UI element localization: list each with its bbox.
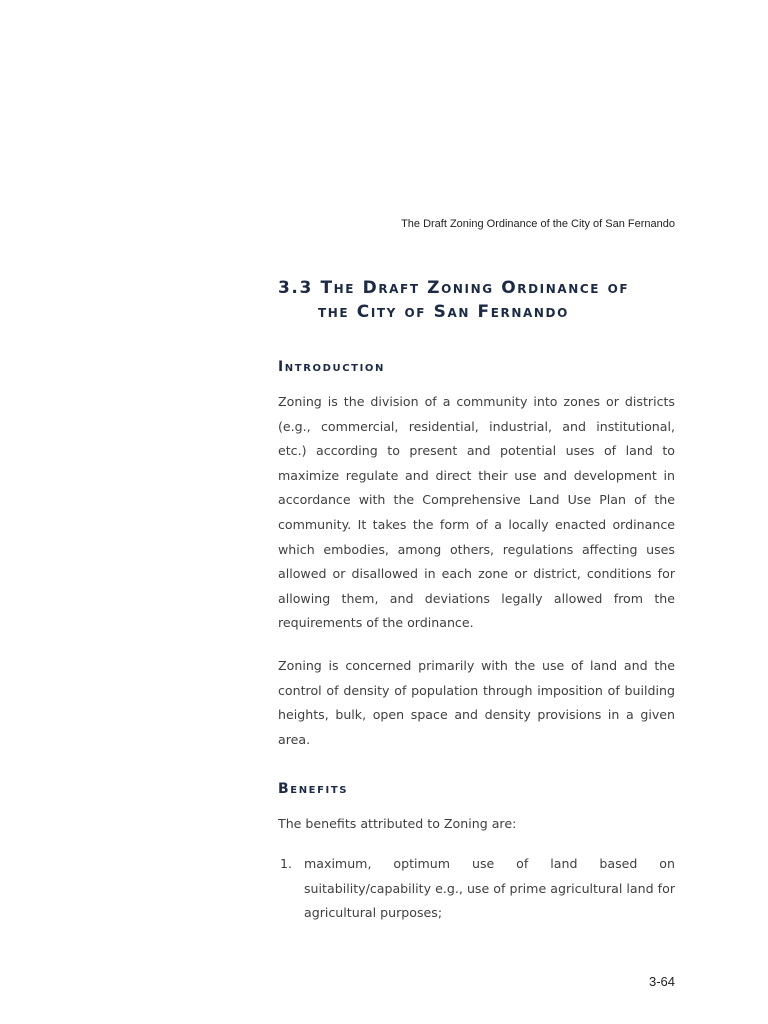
- introduction-heading: Introduction: [278, 359, 385, 375]
- list-item-text: maximum, optimum use of land based on suitability/capability e.g., use of prime agricultural land for agricultural purposes;: [304, 856, 675, 921]
- list-item: [278, 852, 675, 926]
- introduction-paragraph-1: Zoning is the division of a community into zones or districts (e.g., commercial, residential, industrial, and institutional, etc.) according to present and potential uses of land to maximize regulate and direct their use and development in accordance with the Comprehensive Land Use Plan of the community. It takes the form of a locally enacted ordinance which embodies, among others, regulations affecting uses allowed or disallowed in each zone or district, conditions for allowing them, and deviations legally allowed from the requirements of the ordinance.: [278, 394, 675, 631]
- running-header: The Draft Zoning Ordinance of the City of San Fernando: [401, 218, 675, 230]
- introduction-paragraph-2: Zoning is concerned primarily with the use of land and the control of density of population through imposition of building heights, bulk, open space and density provisions in a given area.: [278, 658, 675, 747]
- section-title-line2: the City of San Fernando: [318, 302, 569, 322]
- benefits-heading: Benefits: [278, 781, 349, 797]
- benefits-intro: The benefits attributed to Zoning are:: [278, 816, 517, 831]
- page-number: 3-64: [648, 974, 675, 989]
- list-item-number: 1.: [280, 856, 293, 871]
- section-title: [278, 276, 698, 324]
- benefits-list: [278, 852, 675, 926]
- section-title-line1: The Draft Zoning Ordinance of: [320, 278, 630, 298]
- section-number: 3.3: [278, 278, 313, 298]
